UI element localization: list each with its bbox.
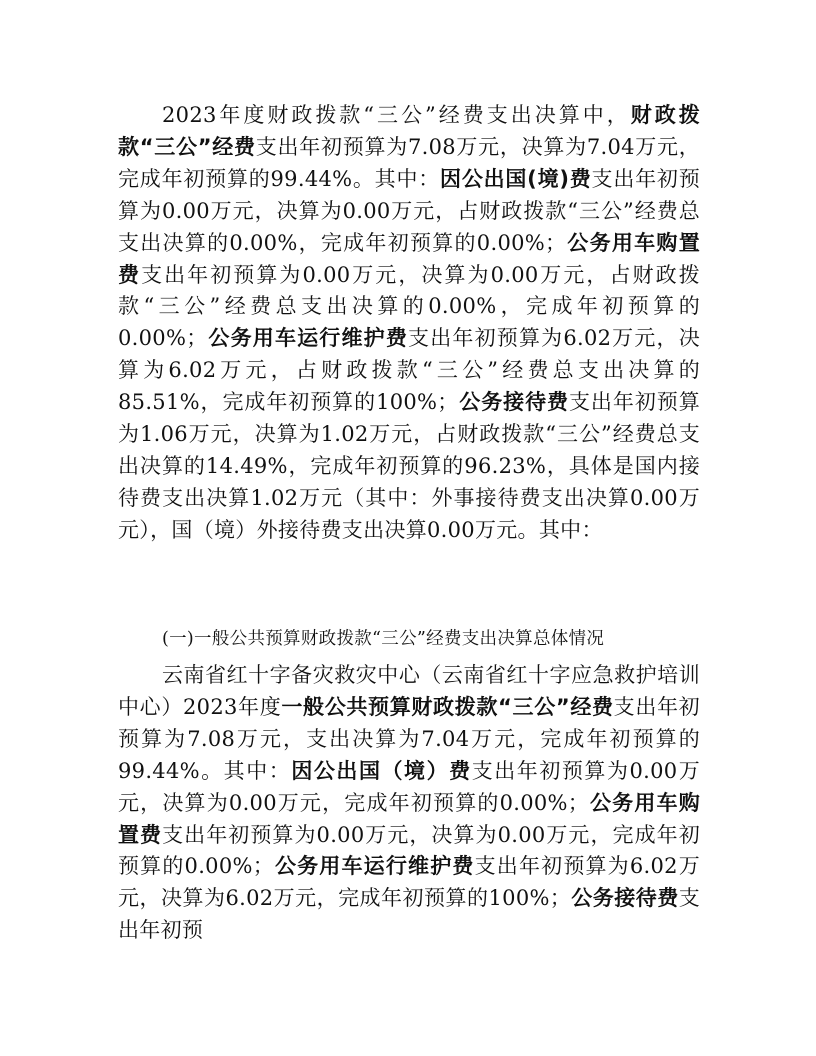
paragraph-general-budget: [118, 660, 700, 947]
bold-term: 财政拨款“三公”经费: [118, 103, 700, 159]
text-span: 2023年度财政拨款“三公”经费支出决算中，: [162, 103, 631, 127]
text-span: 云南省红十字备灾救灾中心（云南省红十字应急救护培训中心）2023年度: [118, 663, 700, 719]
text-span: 支出年初预算为0.00万元，决算为0.00万元，完成年初预算的0.00%；: [118, 758, 701, 815]
bold-term: 公务用车运行维护费: [274, 854, 475, 879]
bold-term: 因公出国（境）费: [291, 758, 472, 783]
bold-term: 公务接待费: [571, 886, 679, 911]
text-span: 支出年初预算为7.08万元，支出决算为7.04万元，完成年初预算的99.44%。其中：: [118, 694, 700, 783]
bold-term: 公务接待费: [458, 390, 569, 415]
bold-term: 公务用车购置费: [118, 790, 701, 847]
section-heading: (一)一般公共预算财政拨款“三公”经费支出决算总体情况: [162, 629, 605, 649]
text-span: 支出年初预算为6.02万元，决算为6.02万元，完成年初预算的100%；: [118, 854, 701, 911]
bold-term: 因公出国(境)费: [440, 166, 592, 191]
text-span: 支出年初预: [118, 886, 701, 943]
bold-term: 公务用车运行维护费: [207, 326, 409, 351]
text-span: 支出年初预算为1.06万元，决算为1.02万元，占财政拨款“三公”经费总支出决算的14.49%，完成年初预算的96.23%，具体是国内接待费支出决算1.02万元（其中：外事接待费支出决算0.00万元），国（境）外接待费支出决算0.00万元。其中：: [118, 390, 701, 542]
paragraph-three-public-summary: [118, 100, 700, 547]
text-span: 支出年初预算为0.00万元，决算为0.00万元，占财政拨款“三公”经费总支出决算的0.00%，完成年初预算的0.00%；: [118, 166, 700, 255]
text-span: 支出年初预算为7.08万元，决算为7.04万元，完成年初预算的99.44%。其中：: [118, 134, 701, 191]
text-span: 支出年初预算为0.00万元，决算为0.00万元，完成年初预算的0.00%；: [118, 822, 700, 879]
text-span: 支出年初预算为0.00万元，决算为0.00万元，占财政拨款“三公”经费总支出决算的0.00%，完成年初预算的0.00%；: [118, 262, 700, 351]
bold-term: 一般公共预算财政拨款“三公”经费: [281, 694, 614, 719]
text-span: 支出年初预算为6.02万元，决算为6.02万元，占财政拨款“三公”经费总支出决算的85.51%，完成年初预算的100%；: [118, 326, 701, 415]
bold-term: 公务用车购置费: [118, 230, 700, 287]
